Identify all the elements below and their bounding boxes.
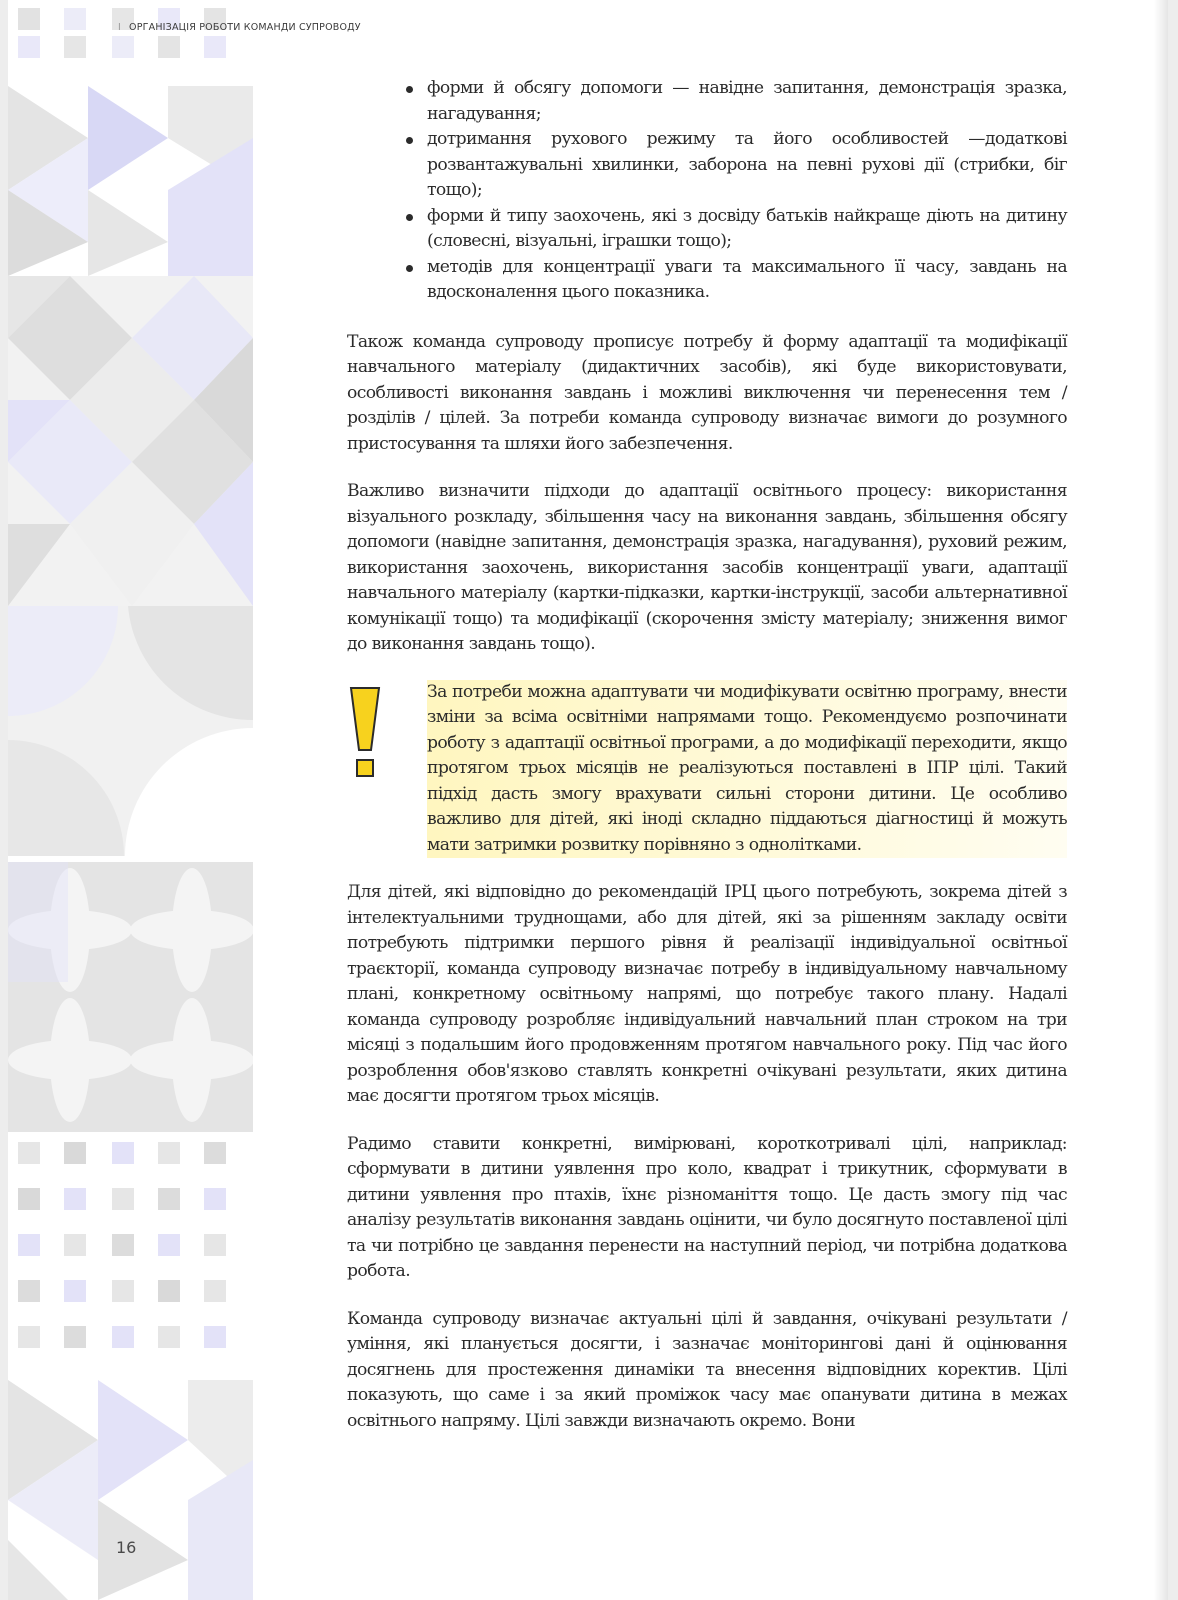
header-marker: I [118,22,122,33]
list-item: методів для концентрації уваги та максимального її часу, завдань на вдосконалення цього показника. [427,255,1067,306]
paragraph: Важливо визначити підходи до адаптації освітнього процесу: використання візуального розкладу, збільшення часу на виконання завдань, збільшення обсягу допомоги (навідне запитання, демонстрація зразка, нагадування), руховий режим, використання заохочень, використання засобів концентрації уваги, адаптації навчального матеріалу (картки-підказки, картки-інструкції, засоби альтернативної комунікації тощо) та модифікації (скорочення змісту матеріалу; зниження вимог до виконання завдань тощо). [347,481,1067,654]
exclamation-icon [347,684,383,784]
decorative-pattern [8,0,253,1600]
list-item: форми й обсягу допомоги — навідне запитання, демонстрація зразка, нагадування; [427,76,1067,127]
paragraph: Радимо ставити конкретні, вимірювані, короткотривалі цілі, наприклад: сформувати в дитини уявлення про коло, квадрат і трикутник, сформувати в дитини уявлення про птахів, їхнє різноманіття тощо. Це дасть змогу під час аналізу результатів виконання завдань оцінити, чи було досягнуто поставленої цілі та чи потрібно це завдання перенести на наступний період, чи потрібна додаткова робота. [347,1133,1067,1281]
document-page [8,0,1168,1600]
paragraph: Для дітей, які відповідно до рекомендацій ІРЦ цього потребують, зокрема дітей з інтелектуальними труднощами, або для дітей, які за рішенням закладу освіти потребують підтримки першого рівня й реалізації індивідуальної освітньої траєкторії, команда супроводу визначає потребу в індивідуальному навчальному плані, конкретному освітньому напрямі, що потребує такого плану. Надалі команда супроводу розробляє індивідуальний навчальний план строком на три місяці з подальшим його продовженням протягом навчального року. Під час його розроблення обов'язково ставлять конкретні очікувані результати, яких дитина має досягти протягом трьох місяців. [347,882,1067,1106]
body-text [347,76,1067,1456]
bullet-list [347,76,1067,306]
page-number: 16 [116,1538,137,1557]
paragraph: Також команда супроводу прописує потребу й форму адаптації та модифікації навчального матеріалу (дидактичних засобів), які буде використовувати, особливості виконання завдань і можливі виключення чи перенесення тем / розділів / цілей. За потреби команда супроводу визначає вимоги до розумного пристосування та шляхи його забезпечення. [347,331,1067,454]
list-item: форми й типу заохочень, які з досвіду батьків найкраще діють на дитину (словесні, візуальні, іграшки тощо); [427,204,1067,255]
list-item: дотримання рухового режиму та його особливостей —додаткові розвантажувальні хвилинки, заборона на певні рухові дії (стрибки, біг тощо); [427,127,1067,204]
header-title: ОРГАНІЗАЦІЯ РОБОТИ КОМАНДИ СУПРОВОДУ [129,22,361,33]
running-header [118,22,361,33]
callout-note [347,680,1067,859]
callout-text: За потреби можна адаптувати чи модифікувати освітню програму, внести зміни за всіма освітніми напрямами тощо. Рекомендуємо розпочинати роботу з адаптації освітньої програми, а до модифікації переходити, якщо протягом трьох місяців не реалізуються поставлені в ІПР цілі. Такий підхід дасть змогу врахувати сильні сторони дитини. Це особливо важливо для дітей, які іноді складно піддаються діагностиці й можуть мати затримки розвитку порівняно з однолітками. [427,680,1067,859]
paragraph: Команда супроводу визначає актуальні цілі й завдання, очікувані результати / уміння, які планується досягти, і зазначає моніторингові дані й оцінювання досягнень для простеження динаміки та внесення відповідних коректив. Цілі показують, що саме і за який проміжок часу має опанувати дитина в межах освітнього напряму. Цілі завжди визначають окремо. Вони [347,1308,1067,1431]
